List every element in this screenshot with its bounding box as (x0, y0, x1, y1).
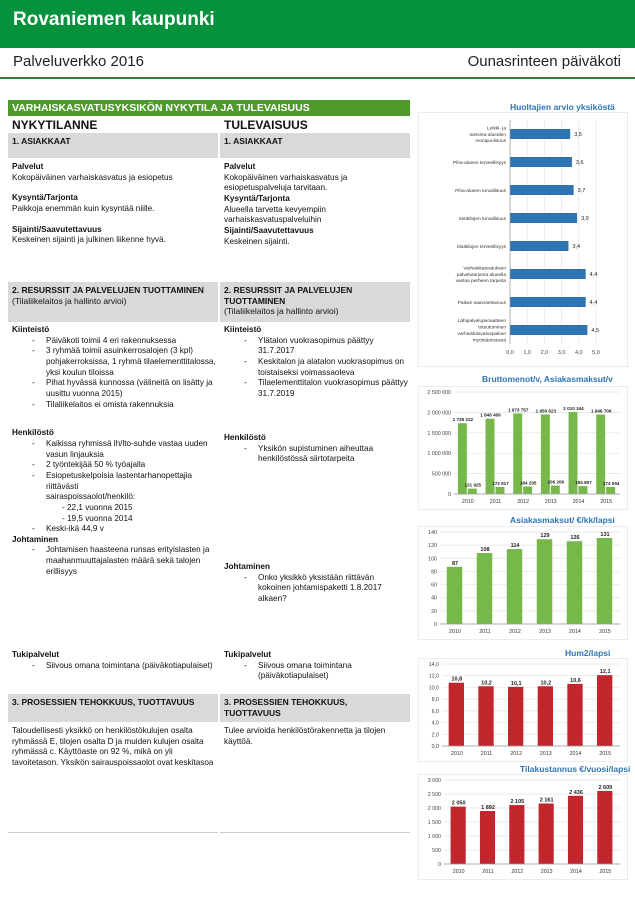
bar-value-label: 194 807 (575, 480, 592, 486)
bar (568, 796, 583, 864)
bar-value-label: 4,4 (589, 272, 598, 278)
bar-value-label: 114 (510, 543, 520, 550)
left-staff-heading: Henkilöstö (12, 428, 54, 438)
left-property-list (12, 336, 216, 411)
unit-name: Ounasrinteen päiväkoti (467, 53, 621, 70)
x-tick-label: 4,0 (574, 350, 583, 356)
right-management-list (224, 573, 408, 605)
left-section-2-header (8, 282, 218, 322)
right-section-3-header: 3. PROSESSIEN TEHOKKUUS, TUOTTAVUUS (220, 694, 410, 722)
right-staff-list (224, 444, 408, 465)
y-tick-label: 2,0 (431, 732, 439, 739)
parent-rating-chart (418, 112, 628, 367)
right-section-1-header: 1. ASIAKKAAT (220, 133, 410, 158)
bar-value-label: 3,9 (581, 216, 589, 222)
bar-value-label: 3,5 (574, 132, 582, 138)
expenses-chart (418, 386, 628, 510)
bar (567, 684, 582, 746)
right-services-heading: Palvelut (224, 162, 256, 171)
y-tick-label: 100 (428, 556, 437, 563)
bar-value-label: 10,1 (510, 680, 522, 687)
bar (509, 805, 524, 864)
bar-value-label: 10,2 (540, 680, 552, 687)
left-demand-heading: Kysyntä/Tarjonta (12, 193, 78, 203)
x-tick-label: 3,0 (557, 350, 566, 356)
bar-value-label: 1 950 623 (535, 408, 557, 414)
category-label: Varhaiskasvatuksen palvelutarjonta alueella vastaa perheen tarpeita (455, 266, 506, 285)
x-tick-label: 1,0 (523, 350, 532, 356)
left-services-heading: Palvelut (12, 162, 44, 171)
bar (597, 791, 612, 864)
x-tick-label: 5,0 (592, 350, 600, 356)
left-property-heading: Kiinteistö (12, 325, 50, 334)
category-label: Sisätilojen terveellisyys (456, 244, 506, 250)
x-tick-label: 2011 (479, 629, 491, 635)
bar (510, 241, 568, 251)
y-tick-label: 8,0 (431, 697, 439, 704)
chart-1-title: Huoltajien arvio yksiköstä (510, 102, 615, 112)
left-section-1-header: 1. ASIAKKAAT (8, 133, 218, 158)
list-item: - 19,5 vuonna 2014 (62, 513, 133, 523)
right-section-2-title: 2. RESURSSIT JA PALVELUJEN TUOTTAMINEN (224, 285, 353, 306)
bar (510, 185, 574, 195)
main-section-title: VARHAISKASVATUSYKSIKÖN NYKYTILA JA TULEVAISUUS (8, 100, 410, 116)
left-section-2-title: 2. RESURSSIT JA PALVELUJEN TUOTTAMINEN (12, 285, 204, 295)
list-item: - Pihat hyvässä kunnossa (välineitä on lisätty ja uusittu vuonna 2015) (12, 378, 216, 399)
y-tick-label: 2 500 (427, 792, 441, 798)
left-section-1-body (12, 162, 216, 246)
list-item: - 22,1 vuonna 2015 (62, 502, 133, 512)
bar-value-label: 2 010 344 (563, 405, 584, 411)
bar-value-label: 4,4 (589, 300, 598, 306)
header-divider (0, 77, 635, 79)
y-tick-label: 10,0 (428, 685, 439, 692)
list-item: - 3 ryhmää toimii asuinkerrosalojen (3 kpl) pohjakerroksissa, 1 ryhmä tilaelementtitalossa, yksi koulun tiloissa (12, 346, 216, 378)
y-tick-label: 40 (431, 595, 437, 602)
list-item: - Johtamisen haasteena runsas erityislasten ja maahanmuuttajalasten määrä sekä talojen erillisyys (12, 545, 216, 577)
y-tick-label: 500 000 (431, 471, 451, 478)
bar (510, 157, 572, 167)
x-tick-label: 2014 (569, 751, 582, 757)
x-tick-label: 2013 (539, 629, 551, 635)
x-tick-label: 2012 (511, 869, 524, 875)
y-tick-label: 2 000 000 (427, 410, 451, 417)
x-tick-label: 2012 (509, 629, 521, 635)
right-efficiency-text: Tulee arvioida henkilöstörakennetta ja tilojen käyttöä. (224, 726, 386, 746)
bar-value-label: 2 050 (451, 800, 466, 807)
chart-5-title: Tilakustannus €/vuosi/lapsi (520, 764, 631, 774)
x-tick-label: 2011 (489, 499, 502, 505)
chart-2-title: Bruttomenot/v, Asiakasmaksut/v (482, 374, 613, 384)
bar-value-label: 3,7 (577, 188, 586, 194)
bar-value-label: 206 206 (547, 479, 565, 485)
right-property-heading: Kiinteistö (224, 325, 262, 334)
list-item: - Siivous omana toimintana (päiväkotiapulaiset) (12, 661, 216, 672)
chart-3-title: Asiakasmaksut/ €/kk/lapsi (510, 515, 615, 525)
x-tick-label: 0,0 (506, 350, 514, 356)
y-tick-label: 14,0 (428, 662, 439, 668)
bar (451, 807, 466, 864)
right-staff-heading: Henkilöstö (224, 433, 266, 442)
bar (538, 686, 553, 746)
bar (606, 487, 615, 494)
bar-value-label: 12,1 (599, 669, 611, 676)
bar-value-label: 174 094 (602, 480, 620, 486)
bar (539, 803, 554, 864)
y-tick-label: 12,0 (428, 673, 439, 680)
category-label: Sisätilojen turvallisuus (458, 216, 506, 222)
left-support-block (12, 650, 216, 671)
left-section-2-subtitle: (Tilaliikelaitos ja hallinto arvioi) (12, 295, 127, 306)
space-cost-chart (418, 774, 628, 880)
left-management-list (12, 545, 216, 577)
bar (523, 486, 532, 494)
bar (567, 541, 583, 624)
column-header-current: NYKYTILANNE (12, 118, 98, 132)
bar (496, 487, 505, 494)
list-item: - Keskitalon ja alatalon vuokrasopimus on toistaiseksi voimassaoleva (224, 357, 408, 378)
bar (480, 811, 495, 864)
bar-value-label: 10,6 (570, 677, 581, 684)
y-tick-label: 4,0 (431, 720, 439, 727)
left-section-3-header: 3. PROSESSIEN TEHOKKUUS, TUOTTAVUUS (8, 694, 218, 722)
x-tick-label: 2015 (599, 751, 612, 757)
category-label: Paikan saavutettavuus (457, 300, 506, 306)
bar-value-label: 129 (540, 533, 550, 540)
x-tick-label: 2,0 (540, 350, 549, 356)
left-services-text: Kokopäiväinen varhaiskasvatus ja esiopetus (12, 172, 173, 182)
right-management-heading: Johtaminen (224, 562, 270, 571)
y-tick-label: 20 (431, 608, 437, 615)
y-tick-label: 0 (448, 492, 451, 498)
bar (579, 486, 588, 494)
sub-header (0, 48, 635, 78)
right-section-1-body (224, 162, 408, 247)
left-location-heading: Sijainti/Saavutettavuus (12, 224, 102, 234)
y-tick-label: 6,0 (431, 708, 439, 715)
bar-value-label: 1 892 (481, 805, 495, 812)
left-management-heading: Johtaminen (12, 534, 58, 544)
x-tick-label: 2010 (450, 751, 463, 757)
bar (597, 538, 613, 624)
right-services-text: Kokopäiväinen varhaiskasvatus ja esiopetuspalveluja tarvitaan. (224, 172, 348, 193)
right-demand-text: Alueella tarvetta kevyempiin varhaiskasvatuspalveluihin (224, 204, 326, 225)
left-section-3-body (12, 726, 216, 769)
bar (551, 486, 560, 494)
y-tick-label: 1 500 (427, 820, 441, 826)
bar (537, 539, 553, 624)
bar-value-label: 172 917 (492, 480, 509, 486)
right-demand-heading: Kysyntä/Tarjonta (224, 193, 290, 203)
list-item: sairaspoissaolot/henkilö: (46, 492, 136, 502)
y-tick-label: 1 500 000 (427, 430, 451, 437)
list-item: - Yksikön supistuminen aiheuttaa henkilöstössä siirtotarpeita (224, 444, 408, 465)
x-tick-label: 2010 (452, 869, 465, 875)
bar (447, 567, 463, 624)
bar (507, 549, 523, 624)
right-support-list (224, 661, 408, 682)
right-section-3-body (224, 726, 408, 747)
y-tick-label: 0 (438, 862, 441, 868)
left-efficiency-text: Taloudellisesti yksikkö on henkilöstökulujen osalta ryhmässä E, tilojen osalta D ja muiden kulujen osalta ryhmässä c. Käyttöaste on 92 %, mikä on yli tavoitetason. Yksikön sairauspoissaolot ovat keskitasoa (12, 726, 214, 767)
bar (510, 297, 586, 307)
x-tick-label: 2015 (599, 629, 611, 635)
bar-value-label: 131 (600, 531, 610, 538)
bar-value-label: 4,5 (591, 328, 600, 334)
list-item: - Tilaelementtitalon vuokrasopimus päättyy 31.7.2019 (224, 378, 408, 399)
city-name: Rovaniemen kaupunki (13, 9, 215, 30)
list-item: - Ylätalon vuokrasopimus päättyy 31.7.2017 (224, 336, 408, 357)
right-property-list (224, 336, 408, 400)
category-label: Piha-alueen terveellisyys (452, 160, 506, 166)
bar (477, 553, 493, 624)
bar (478, 686, 493, 746)
bar-value-label: 131 925 (464, 482, 482, 488)
y-tick-label: 2 500 000 (427, 390, 451, 396)
left-section-2-body (12, 325, 216, 577)
bar-value-label: 10,2 (481, 680, 492, 687)
bar-value-label: 108 (480, 547, 490, 554)
list-item: - Tilaliikelaitos ei omista rakennuksia (12, 400, 216, 411)
bar-value-label: 184 205 (519, 480, 537, 486)
y-tick-label: 1 000 000 (427, 451, 451, 458)
list-item: - Esiopetuskelpoisia lastentarhanopettajia riittävästi (12, 471, 216, 492)
bar-value-label: 1 973 757 (507, 407, 529, 413)
bar-value-label: 2 161 (539, 797, 554, 804)
bar (510, 269, 586, 279)
fees-chart (418, 526, 628, 640)
x-tick-label: 2013 (539, 751, 552, 757)
bar-value-label: 1 946 706 (590, 408, 612, 414)
bar-value-label: 2 105 (510, 799, 525, 806)
hum2-chart (418, 658, 628, 762)
bar-value-label: 87 (451, 560, 459, 567)
right-section-2-header (220, 282, 410, 322)
x-tick-label: 2014 (569, 629, 581, 635)
bar (597, 675, 612, 746)
right-support-block (224, 650, 408, 682)
column-header-future: TULEVAISUUS (224, 118, 308, 132)
list-item: - Keski-ikä 44,9 v (12, 524, 216, 535)
list-item: - Siivous omana toimintana (päiväkotiapulaiset) (224, 661, 408, 682)
y-tick-label: 60 (431, 582, 437, 589)
y-tick-label: 2 000 (427, 806, 441, 812)
left-support-heading: Tukipalvelut (12, 650, 60, 659)
bar (510, 325, 587, 335)
column-separator (218, 116, 220, 834)
y-tick-label: 120 (428, 543, 437, 550)
list-item: - 2 työntekijää 50 % työajalla (12, 460, 216, 471)
report-title: Palveluverkko 2016 (13, 53, 144, 70)
x-tick-label: 2010 (461, 499, 474, 505)
y-tick-label: 500 (432, 848, 441, 854)
x-tick-label: 2015 (600, 499, 613, 505)
y-tick-label: 80 (431, 569, 437, 576)
top-banner (0, 0, 635, 48)
bar (468, 489, 477, 494)
bar-value-label: 10,8 (451, 676, 463, 683)
y-tick-label: 1 000 (427, 834, 441, 840)
right-section-2-subtitle: (Tilaliikelaitos ja hallinto arvioi) (224, 306, 339, 317)
right-location-heading: Sijainti/Saavutettavuus (224, 225, 314, 235)
y-tick-label: 3 000 (427, 778, 441, 784)
category-label: Lähipalveluperiaatteen toteutuminen varhaiskasvatuspaikan myöntämisessä (457, 319, 506, 344)
left-location-text: Keskeinen sijainti ja julkinen liikenne hyvä. (12, 235, 166, 245)
bar-value-label: 2 436 (569, 789, 583, 796)
y-tick-label: 0 (434, 622, 437, 628)
bar (449, 683, 464, 746)
bar-value-label: 3,4 (572, 244, 581, 250)
list-item: - Päiväkoti toimii 4 eri rakennuksessa (12, 336, 216, 347)
x-tick-label: 2010 (449, 629, 461, 635)
category-label: Piha-alueen turvallisuus (455, 188, 506, 194)
bar-value-label: 2 609 (598, 784, 613, 791)
x-tick-label: 2011 (480, 751, 493, 757)
x-tick-label: 2012 (517, 499, 530, 505)
bar-value-label: 3,6 (575, 160, 584, 166)
category-label: Leikki- ja toiminta-alueiden monipuolisuus (469, 126, 506, 145)
x-tick-label: 2011 (482, 869, 494, 875)
bar (510, 213, 577, 223)
right-support-heading: Tukipalvelut (224, 650, 272, 659)
x-tick-label: 2014 (570, 869, 582, 875)
bar-value-label: 126 (570, 535, 580, 542)
left-support-list (12, 661, 216, 672)
x-tick-label: 2013 (544, 499, 557, 505)
list-item: - Kaikissa ryhmissä lh/lto-suhde vastaa uuden vasun linjauksia (12, 439, 216, 460)
x-tick-label: 2012 (510, 751, 523, 757)
right-management-block (224, 562, 408, 605)
y-tick-label: 140 (428, 530, 437, 536)
left-demand-text: Paikkoja enemmän kuin kysyntää niille. (12, 203, 155, 213)
bar-value-label: 1 735 222 (452, 417, 474, 423)
right-staff-block (224, 433, 408, 465)
x-tick-label: 2014 (572, 499, 585, 505)
chart-4-title: Hum2/lapsi (565, 648, 611, 658)
y-tick-label: 0,0 (431, 744, 439, 750)
x-tick-label: 2013 (540, 869, 553, 875)
list-item: - Onko yksikkö yksistään riittävän kokoinen johtamispaketti 1.8.2017 alkaen? (224, 573, 408, 605)
left-staff-list (12, 439, 216, 535)
right-section-2-body (224, 325, 408, 400)
bar (510, 129, 570, 139)
bar-value-label: 1 846 409 (480, 412, 501, 418)
bar (508, 687, 523, 746)
x-tick-label: 2015 (599, 869, 612, 875)
right-location-text: Keskeinen sijainti. (224, 236, 290, 246)
